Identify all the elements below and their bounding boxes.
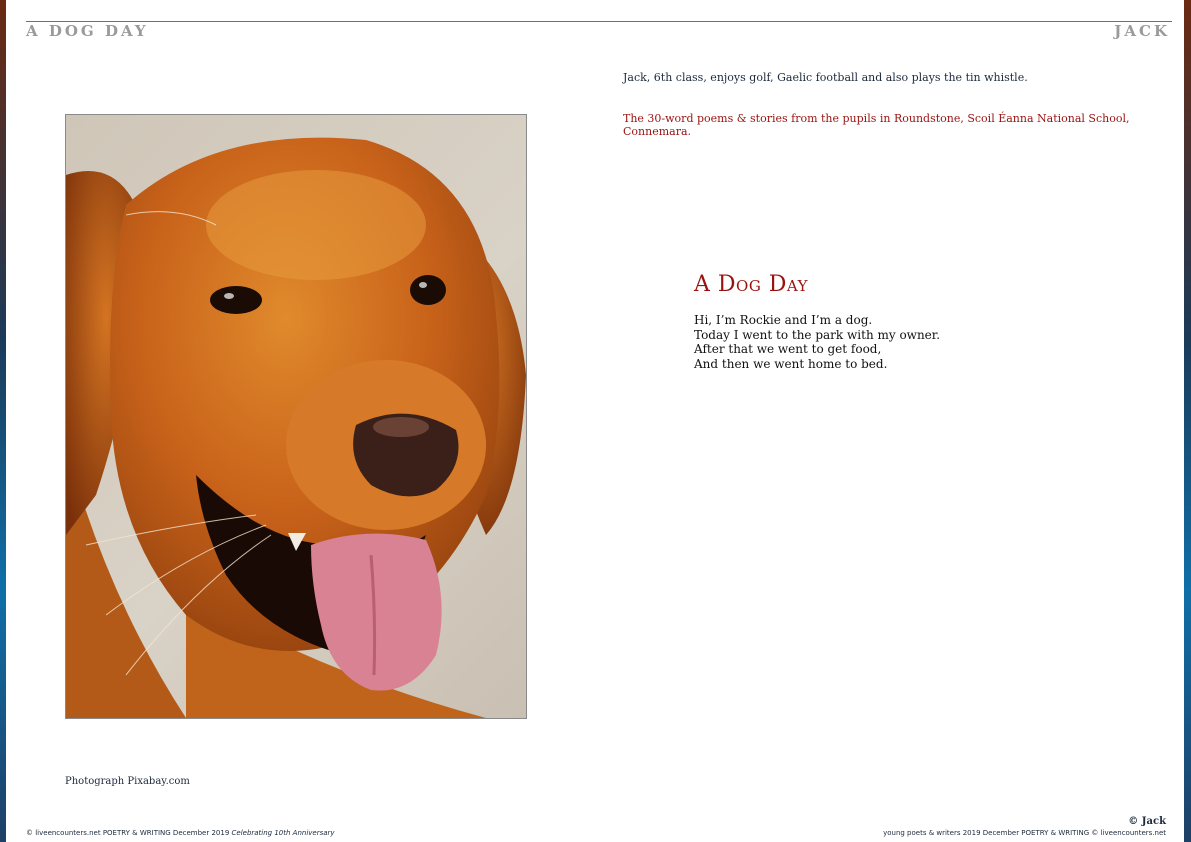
header-rule [26,21,1172,22]
poem-line: Today I went to the park with my owner. [694,327,941,342]
poem-line: And then we went home to bed. [694,356,888,371]
footer-right: young poets & writers 2019 December POETRY & WRITING © liveencounters.net [883,829,1166,837]
series-intro: The 30-word poems & stories from the pupils in Roundstone, Scoil Éanna National School, Connemara. [623,112,1130,138]
footer-left-main: © liveencounters.net POETRY & WRITING December 2019 [26,829,232,837]
footer-left [26,829,335,837]
dog-photo [65,114,527,719]
running-head-author: JACK [1114,22,1170,40]
poem-line: After that we went to get food, [694,342,882,356]
running-head-title: A DOG DAY [26,22,149,40]
page [6,0,1184,842]
author-bio: Jack, 6th class, enjoys golf, Gaelic football and also plays the tin whistle. [623,71,1028,84]
poem-title: A Dog Day [694,272,809,297]
dog-illustration [66,115,526,718]
poem-line: Hi, I’m Rockie and I’m a dog. [694,313,873,327]
photo-credit: Photograph Pixabay.com [65,776,190,787]
footer-left-italic: Celebrating 10th Anniversary [231,829,335,837]
copyright-author: © Jack [1128,816,1166,827]
poem-body [694,313,940,371]
